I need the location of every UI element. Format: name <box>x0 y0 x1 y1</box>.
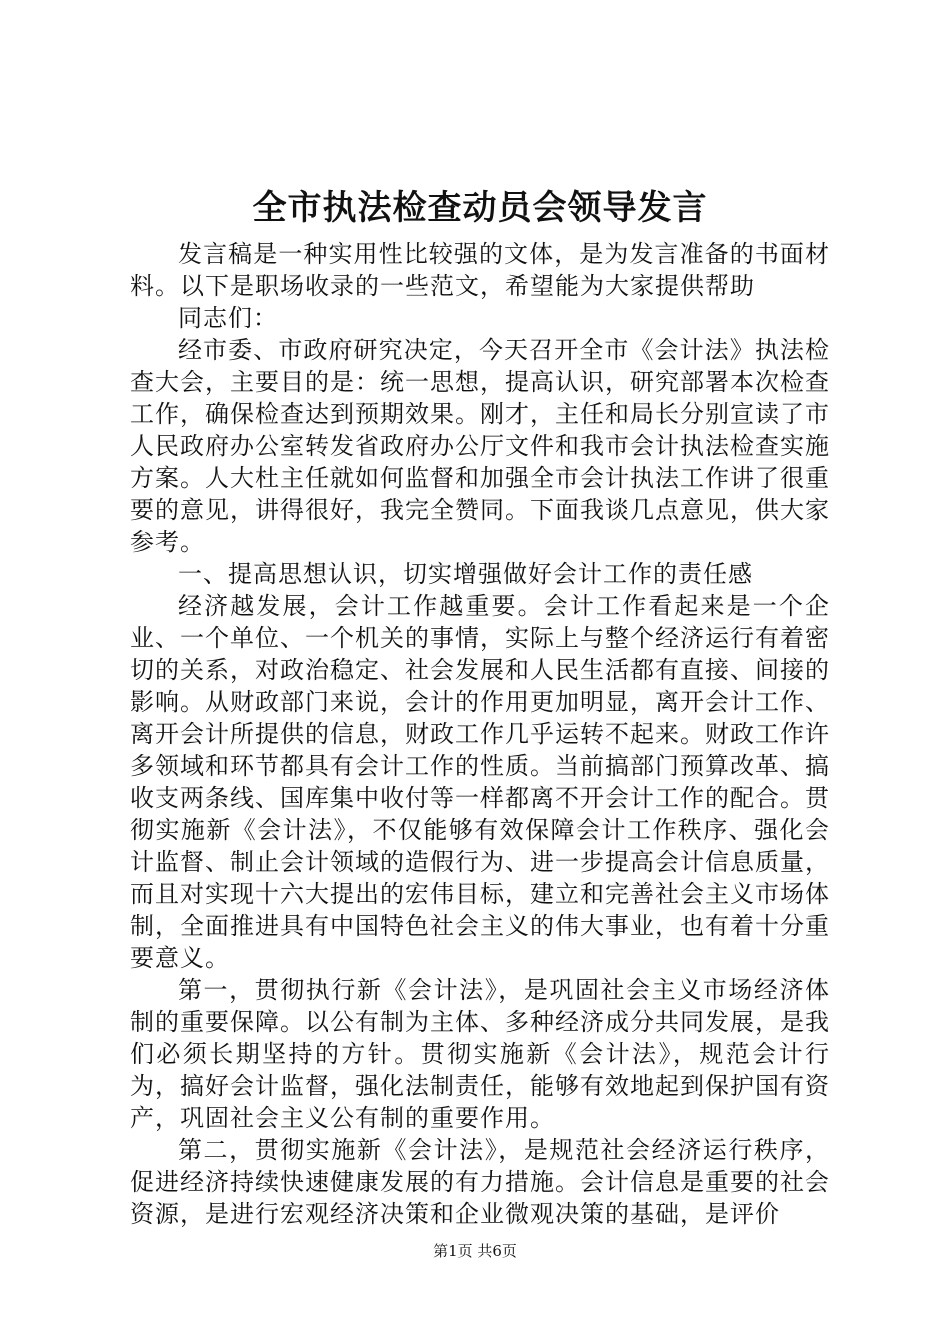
document-page <box>130 180 830 1230</box>
paragraph-section-1: 经济越发展，会计工作越重要。会计工作看起来是一个企业、一个单位、一个机关的事情，实际上与整个经济运行有着密切的关系，对政治稳定、社会发展和人民生活都有直接、间接的影响。从财政部门来说，会计的作用更加明显，离开会计工作、离开会计所提供的信息，财政工作几乎运转不起来。财政工作许多领域和环节都具有会计工作的性质。当前搞部门预算改革、搞收支两条线、国库集中收付等一样都离不开会计工作的配合。贯彻实施新《会计法》，不仅能够有效保障会计工作秩序、强化会计监督、制止会计领域的造假行为、进一步提高会计信息质量，而且对实现十六大提出的宏伟目标，建立和完善社会主义市场体制，全面推进具有中国特色社会主义的伟大事业，也有着十分重要意义。 <box>130 592 830 972</box>
page-footer: 第1页 共6页 <box>433 1242 517 1260</box>
section-heading-1: 一、提高思想认识，切实增强做好会计工作的责任感 <box>178 560 753 588</box>
paragraph-intro: 发言稿是一种实用性比较强的文体，是为发言准备的书面材料。以下是职场收录的一些范文，希望能为大家提供帮助 <box>130 240 830 300</box>
paragraph-opening: 经市委、市政府研究决定，今天召开全市《会计法》执法检查大会，主要目的是：统一思想，提高认识，研究部署本次检查工作，确保检查达到预期效果。刚才，主任和局长分别宣读了市人民政府办公室转发省政府办公厅文件和我市会计执法检查实施方案。人大杜主任就如何监督和加强全市会计执法工作讲了很重要的意见，讲得很好，我完全赞同。下面我谈几点意见，供大家参考。 <box>130 336 830 556</box>
document-title: 全市执法检查动员会领导发言 <box>252 188 708 228</box>
paragraph-first-point: 第一，贯彻执行新《会计法》，是巩固社会主义市场经济体制的重要保障。以公有制为主体、多种经济成分共同发展，是我们必须长期坚持的方针。贯彻实施新《会计法》，规范会计行为，搞好会计监督，强化法制责任，能够有效地起到保护国有资产，巩固社会主义公有制的重要作用。 <box>130 976 830 1132</box>
paragraph-salutation: 同志们： <box>178 304 278 332</box>
paragraph-second-point: 第二，贯彻实施新《会计法》，是规范社会经济运行秩序，促进经济持续快速健康发展的有力措施。会计信息是重要的社会资源，是进行宏观经济决策和企业微观决策的基础，是评价 <box>130 1136 830 1228</box>
